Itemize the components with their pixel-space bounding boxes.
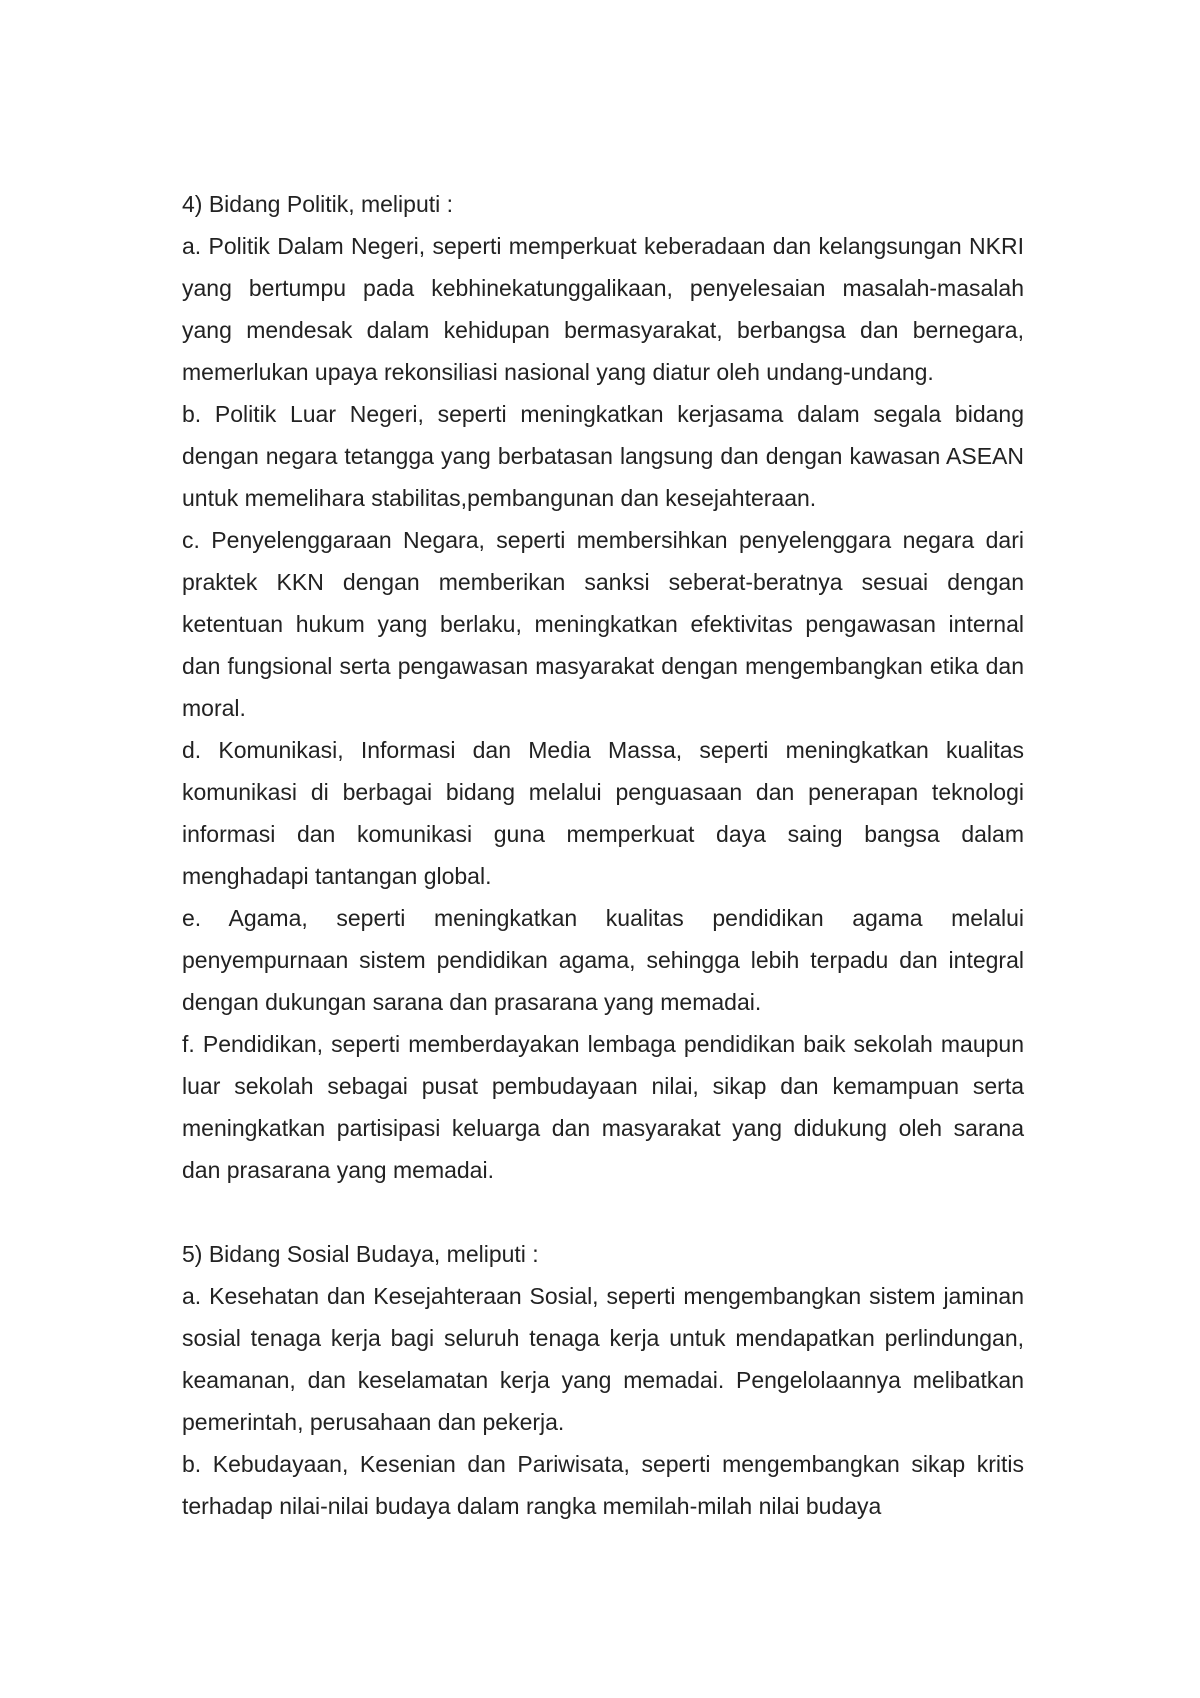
document-body xyxy=(182,183,1024,1527)
section-spacer xyxy=(182,1191,1024,1233)
section-5-heading: 5) Bidang Sosial Budaya, meliputi : xyxy=(182,1241,539,1267)
section-4-item-c: c. Penyelenggaraan Negara, seperti membersihkan penyelenggara negara dari praktek KKN dengan memberikan sanksi seberat-beratnya sesuai dengan ketentuan hukum yang berlaku, meningkatkan efektivitas pengawasan internal dan fungsional serta pengawasan masyarakat dengan mengembangkan etika dan moral. xyxy=(182,527,1024,721)
section-4-item-a: a. Politik Dalam Negeri, seperti memperkuat keberadaan dan kelangsungan NKRI yang bertumpu pada kebhinekatunggalikaan, penyelesaian masalah-masalah yang mendesak dalam kehidupan bermasyarakat, berbangsa dan bernegara, memerlukan upaya rekonsiliasi nasional yang diatur oleh undang-undang. xyxy=(182,233,1024,385)
section-5-item-b: b. Kebudayaan, Kesenian dan Pariwisata, seperti mengembangkan sikap kritis terhadap nilai-nilai budaya dalam rangka memilah-milah nilai budaya xyxy=(182,1451,1024,1519)
section-4-item-b: b. Politik Luar Negeri, seperti meningkatkan kerjasama dalam segala bidang dengan negara tetangga yang berbatasan langsung dan dengan kawasan ASEAN untuk memelihara stabilitas,pembangunan dan kesejahteraan. xyxy=(182,401,1024,511)
section-4-item-d: d. Komunikasi, Informasi dan Media Massa, seperti meningkatkan kualitas komunikasi di berbagai bidang melalui penguasaan dan penerapan teknologi informasi dan komunikasi guna memperkuat daya saing bangsa dalam menghadapi tantangan global. xyxy=(182,737,1024,889)
section-4-item-e: e. Agama, seperti meningkatkan kualitas pendidikan agama melalui penyempurnaan sistem pendidikan agama, sehingga lebih terpadu dan integral dengan dukungan sarana dan prasarana yang memadai. xyxy=(182,905,1024,1015)
section-4-item-f: f. Pendidikan, seperti memberdayakan lembaga pendidikan baik sekolah maupun luar sekolah sebagai pusat pembudayaan nilai, sikap dan kemampuan serta meningkatkan partisipasi keluarga dan masyarakat yang didukung oleh sarana dan prasarana yang memadai. xyxy=(182,1031,1024,1183)
section-5-item-a: a. Kesehatan dan Kesejahteraan Sosial, seperti mengembangkan sistem jaminan sosial tenaga kerja bagi seluruh tenaga kerja untuk mendapatkan perlindungan, keamanan, dan keselamatan kerja yang memadai. Pengelolaannya melibatkan pemerintah, perusahaan dan pekerja. xyxy=(182,1283,1024,1435)
section-4-heading: 4) Bidang Politik, meliputi : xyxy=(182,191,454,217)
